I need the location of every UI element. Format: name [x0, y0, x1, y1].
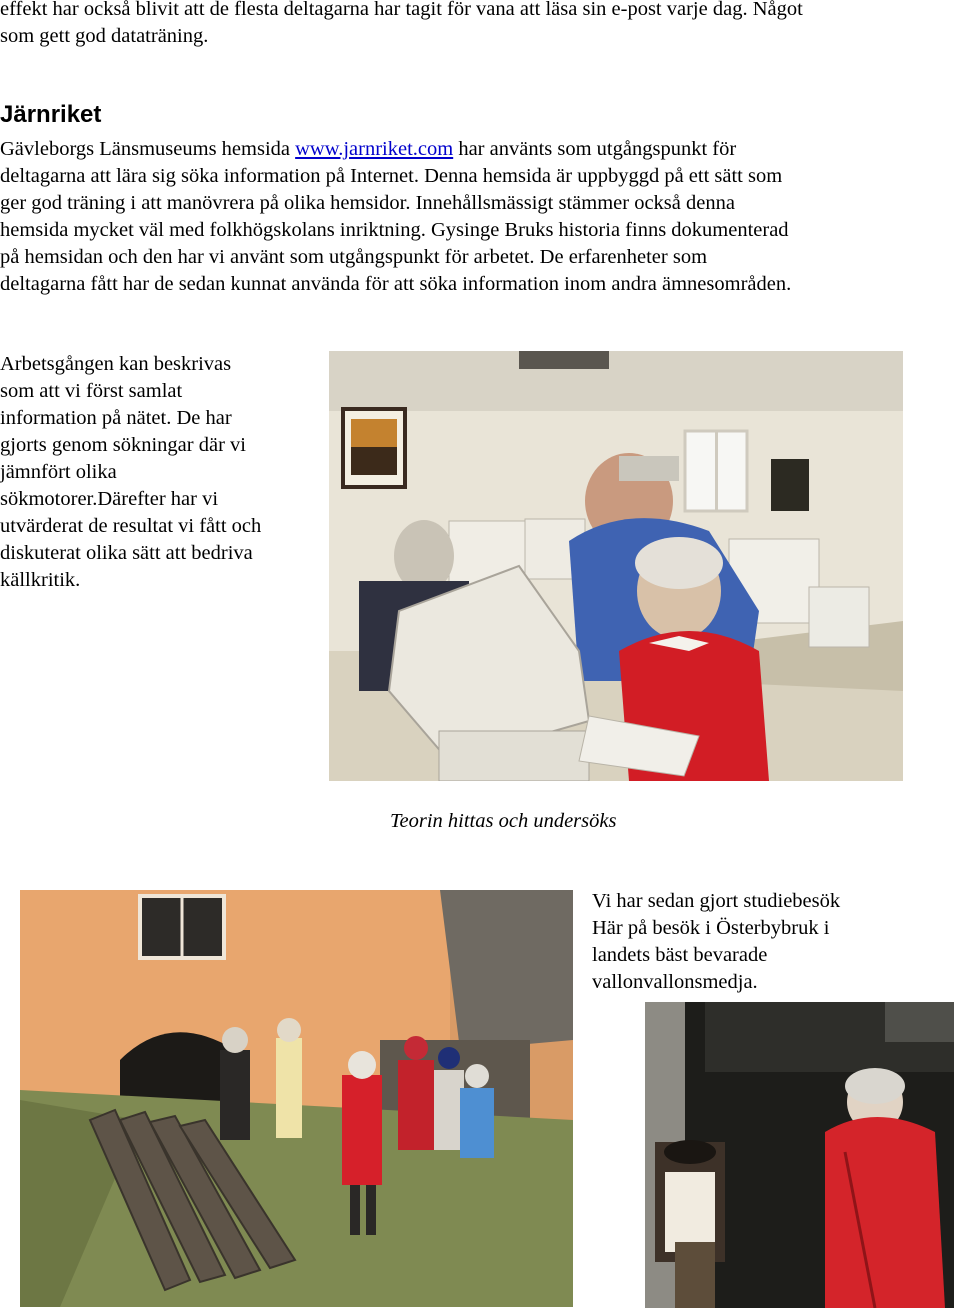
text-line: Vi har sedan gjort studiebesök [592, 890, 841, 912]
text-line [0, 136, 791, 163]
text-line: hemsida mycket väl med folkhögskolans inriktning. Gysinge Bruks historia finns dokumenterad [0, 219, 789, 241]
computer-room-photo [329, 351, 903, 781]
text-line: effekt har också blivit att de flesta deltagarna har tagit för vana att läsa sin e-post varje dag. Något [0, 0, 803, 20]
smithy-photo [645, 1002, 954, 1308]
text-segment: Gävleborgs Länsmuseums hemsida [0, 138, 296, 160]
text-line: Här på besök i Österbybruk i [592, 917, 830, 939]
text-line: på hemsidan och den har vi använt som utgångspunkt för arbetet. De erfarenheter som [0, 246, 708, 268]
work-process-paragraph [0, 351, 261, 594]
section-heading: Järnriket [0, 101, 102, 128]
photo-caption: Teorin hittas och undersöks [390, 810, 617, 832]
text-line: utvärderat de resultat vi fått och [0, 515, 262, 537]
text-line: deltagarna fått har de sedan kunnat använda för att söka information inom andra ämnesområden. [0, 273, 792, 295]
text-line: sökmotorer.Därefter har vi [0, 488, 219, 510]
text-line: landets bäst bevarade [592, 944, 768, 966]
text-line: ger god träning i att manövrera på olika hemsidor. Innehållsmässigt stämmer också denna [0, 192, 735, 214]
text-line: vallonvallonsmedja. [592, 971, 758, 993]
jarnriket-paragraph [0, 136, 791, 298]
text-line: jämnfört olika [0, 461, 117, 483]
text-line: diskuterat olika sätt att bedriva [0, 542, 253, 564]
jarnriket-link[interactable]: www.jarnriket.com [295, 138, 454, 160]
text-segment: har använts som utgångspunkt för [453, 138, 737, 160]
intro-paragraph [0, 0, 803, 50]
text-line: Arbetsgången kan beskrivas [0, 353, 232, 375]
text-line: som gett god dataträning. [0, 25, 209, 47]
text-line: gjorts genom sökningar där vi [0, 434, 246, 456]
excursion-photo [20, 890, 573, 1307]
text-line: källkritik. [0, 569, 81, 591]
text-line: som att vi först samlat [0, 380, 183, 402]
text-line: information på nätet. De har [0, 407, 232, 429]
text-line: deltagarna att lära sig söka information på Internet. Denna hemsida är uppbyggd på ett sätt som [0, 165, 783, 187]
study-visit-paragraph [592, 888, 840, 996]
